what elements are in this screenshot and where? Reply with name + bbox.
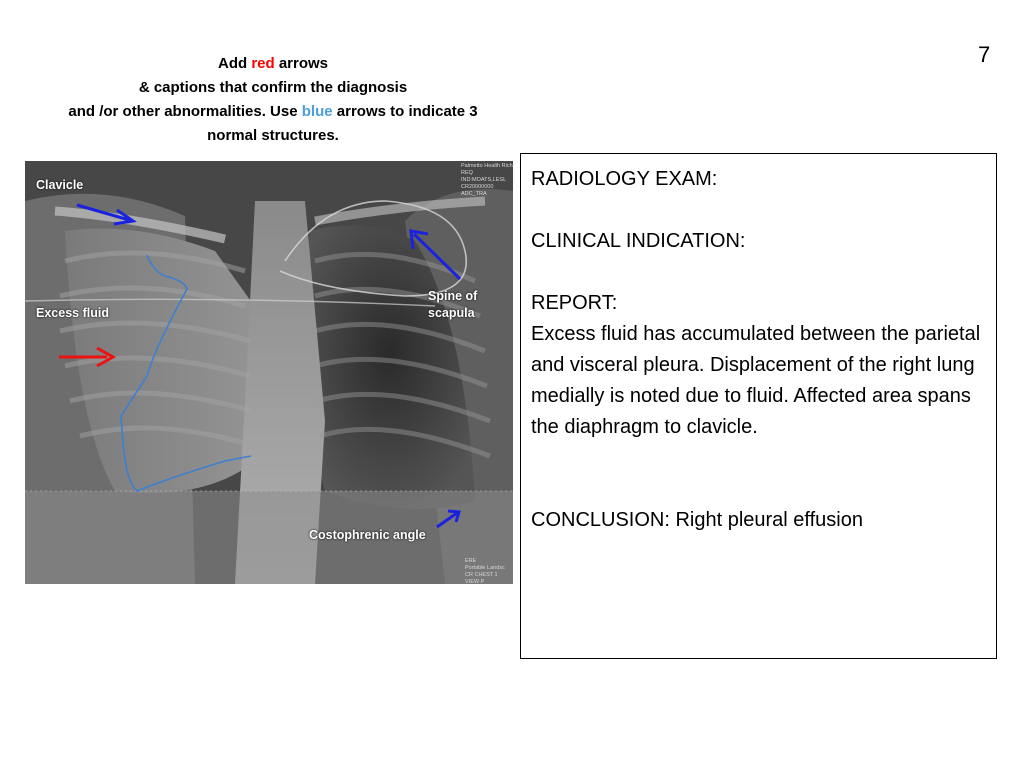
instr-text: arrows to indicate 3 bbox=[332, 103, 478, 120]
meta-line: ADC_TRA bbox=[461, 191, 487, 197]
report-exam-heading: RADIOLOGY EXAM: bbox=[531, 168, 718, 190]
radiology-report-box bbox=[520, 153, 997, 659]
abdomen-shadow bbox=[25, 491, 513, 584]
instructions-line-1 bbox=[26, 52, 520, 76]
meta-line: Palmetto Health Rich bbox=[461, 163, 513, 169]
instructions-line-2: & captions that confirm the diagnosis bbox=[138, 79, 408, 96]
meta-line: CR20000000 bbox=[461, 184, 494, 190]
instr-red-word: red bbox=[251, 55, 275, 72]
instr-text: Add bbox=[217, 55, 252, 72]
meta-line: ERE bbox=[465, 558, 477, 564]
instr-text: arrows bbox=[274, 55, 329, 72]
meta-line: CR CHEST 1 VIEW P bbox=[465, 572, 498, 584]
label-costophrenic-angle: Costophrenic angle bbox=[309, 528, 426, 542]
instructions-line-4: normal structures. bbox=[207, 127, 339, 144]
slide-number: 7 bbox=[978, 42, 991, 67]
xray-meta-top bbox=[461, 163, 513, 198]
label-spine-of-scapula-2: scapula bbox=[428, 306, 475, 320]
label-clavicle: Clavicle bbox=[36, 178, 84, 192]
label-excess-fluid: Excess fluid bbox=[36, 306, 109, 320]
instr-blue-word: blue bbox=[301, 103, 333, 120]
label-spine-of-scapula-1: Spine of bbox=[428, 289, 478, 303]
instructions-text bbox=[26, 52, 520, 148]
instr-text: and /or other abnormalities. Use bbox=[68, 103, 302, 120]
instructions-line-3 bbox=[26, 100, 520, 124]
report-body: Excess fluid has accumulated between the parietal and visceral pleura. Displacement of the right lung medially is noted due to fluid. Affected area spans the diaphragm to clavicle. bbox=[531, 323, 981, 438]
xray-graphic bbox=[25, 161, 513, 584]
report-conclusion: CONCLUSION: Right pleural effusion bbox=[531, 509, 863, 531]
xray-meta-bottom bbox=[465, 558, 513, 584]
report-heading: REPORT: bbox=[531, 292, 618, 314]
report-indication-heading: CLINICAL INDICATION: bbox=[531, 230, 746, 252]
chest-xray-image bbox=[25, 161, 513, 584]
meta-line: REQ IND:MOATS,LESL bbox=[461, 170, 507, 183]
meta-line: Portable Landsc bbox=[465, 565, 505, 571]
